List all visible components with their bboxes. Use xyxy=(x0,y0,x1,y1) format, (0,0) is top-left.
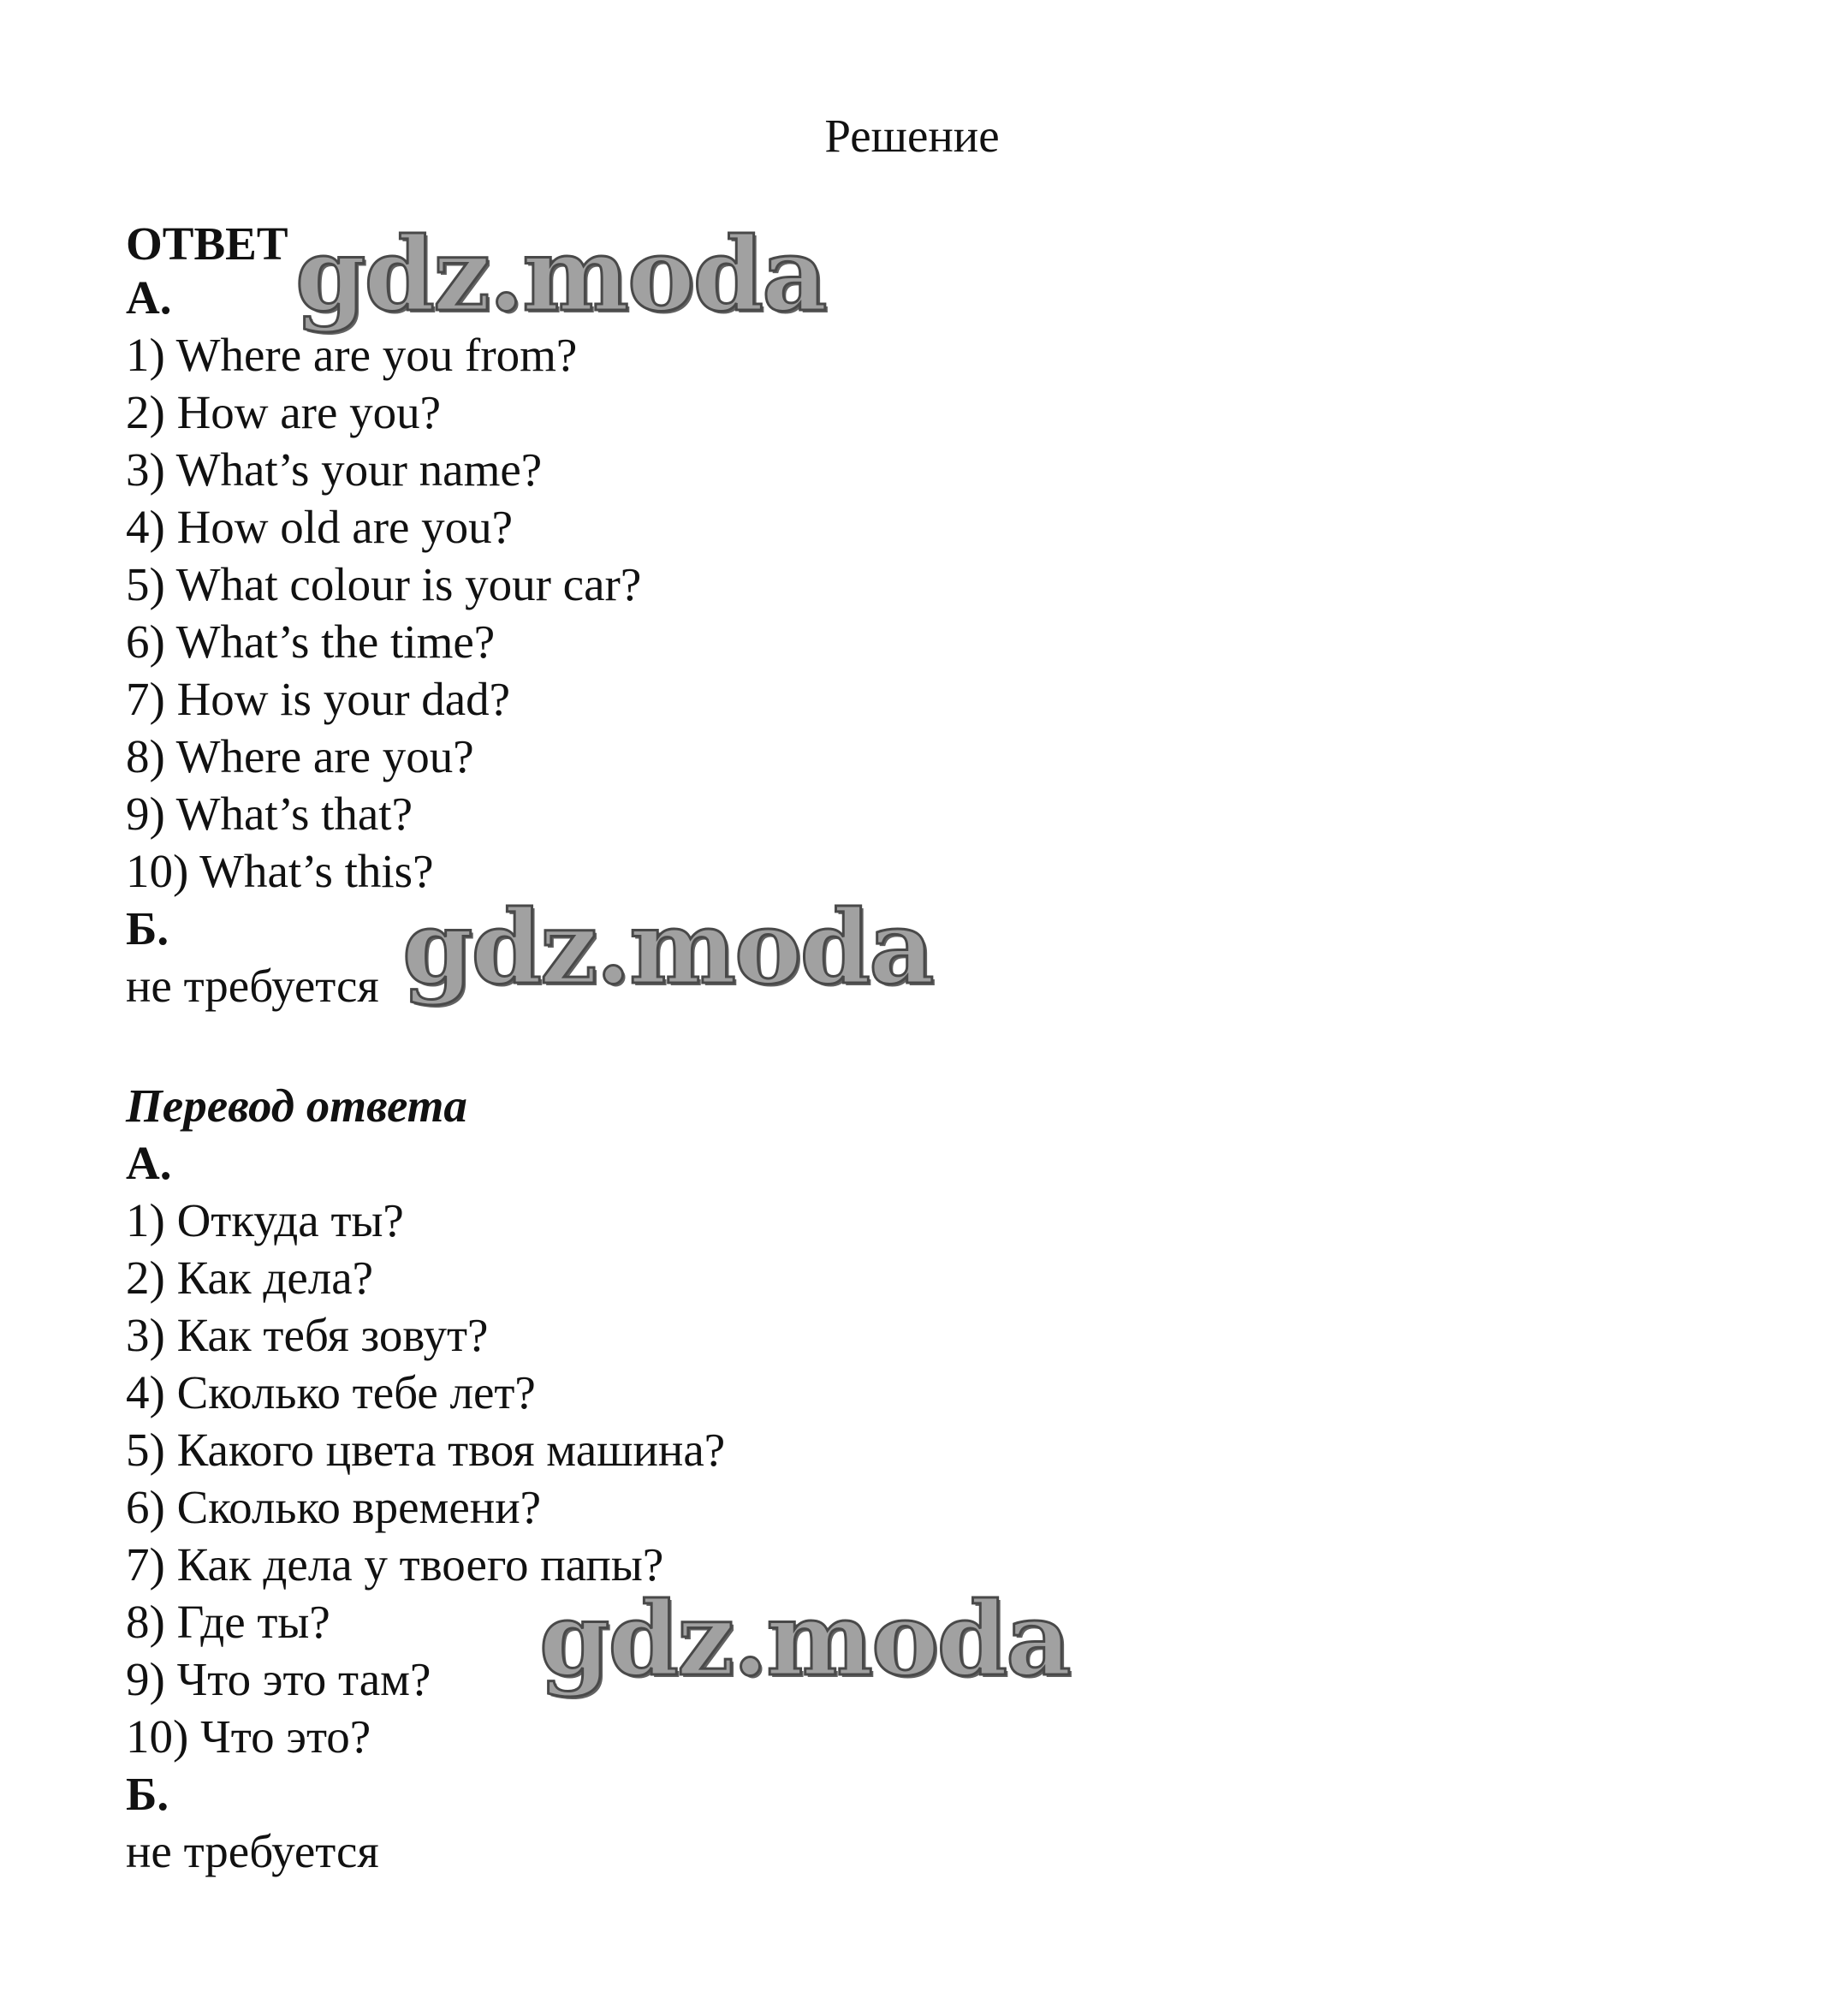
answer-item: 1) Where are you from? xyxy=(126,329,578,381)
translation-item: 9) Что это там? xyxy=(126,1653,431,1705)
translation-section-b-label: Б. xyxy=(126,1768,169,1820)
translation-item: 6) Сколько времени? xyxy=(126,1481,542,1533)
answer-item: 5) What colour is your car? xyxy=(126,558,642,610)
translation-item: 8) Где ты? xyxy=(126,1596,330,1648)
answer-item: 2) How are you? xyxy=(126,386,442,438)
answer-section-a-label: А. xyxy=(126,271,172,324)
translation-section-b-text: не требуется xyxy=(126,1825,379,1877)
translation-item: 2) Как дела? xyxy=(126,1252,374,1304)
watermark-logo: gdz.moda xyxy=(539,1579,1070,1698)
answer-section-b-text: не требуется xyxy=(126,960,379,1012)
translation-section xyxy=(126,1077,725,1880)
answer-item: 9) What’s that? xyxy=(126,788,413,840)
watermark-logo: gdz.moda xyxy=(295,215,826,334)
answer-section-b-label: Б. xyxy=(126,902,169,954)
watermark-logo: gdz.moda xyxy=(402,888,933,1007)
translation-section-a-label: А. xyxy=(126,1137,172,1189)
answer-heading: ОТВЕТ xyxy=(126,217,288,270)
answer-item: 10) What’s this? xyxy=(126,845,434,897)
answer-item: 3) What’s your name? xyxy=(126,443,543,496)
translation-item: 10) Что это? xyxy=(126,1710,371,1763)
answer-item: 7) How is your dad? xyxy=(126,673,511,725)
translation-item: 1) Откуда ты? xyxy=(126,1194,404,1246)
translation-item: 4) Сколько тебе лет? xyxy=(126,1366,536,1418)
translation-item: 7) Как дела у твоего папы? xyxy=(126,1538,664,1591)
page-title: Решение xyxy=(824,110,1000,162)
translation-heading: Перевод ответа xyxy=(126,1079,467,1132)
answer-item: 4) How old are you? xyxy=(126,501,514,553)
answer-item: 8) Where are you? xyxy=(126,730,474,782)
answer-item: 6) What’s the time? xyxy=(126,616,496,668)
translation-item: 3) Как тебя зовут? xyxy=(126,1309,489,1361)
translation-item: 5) Какого цвета твоя машина? xyxy=(126,1424,726,1476)
